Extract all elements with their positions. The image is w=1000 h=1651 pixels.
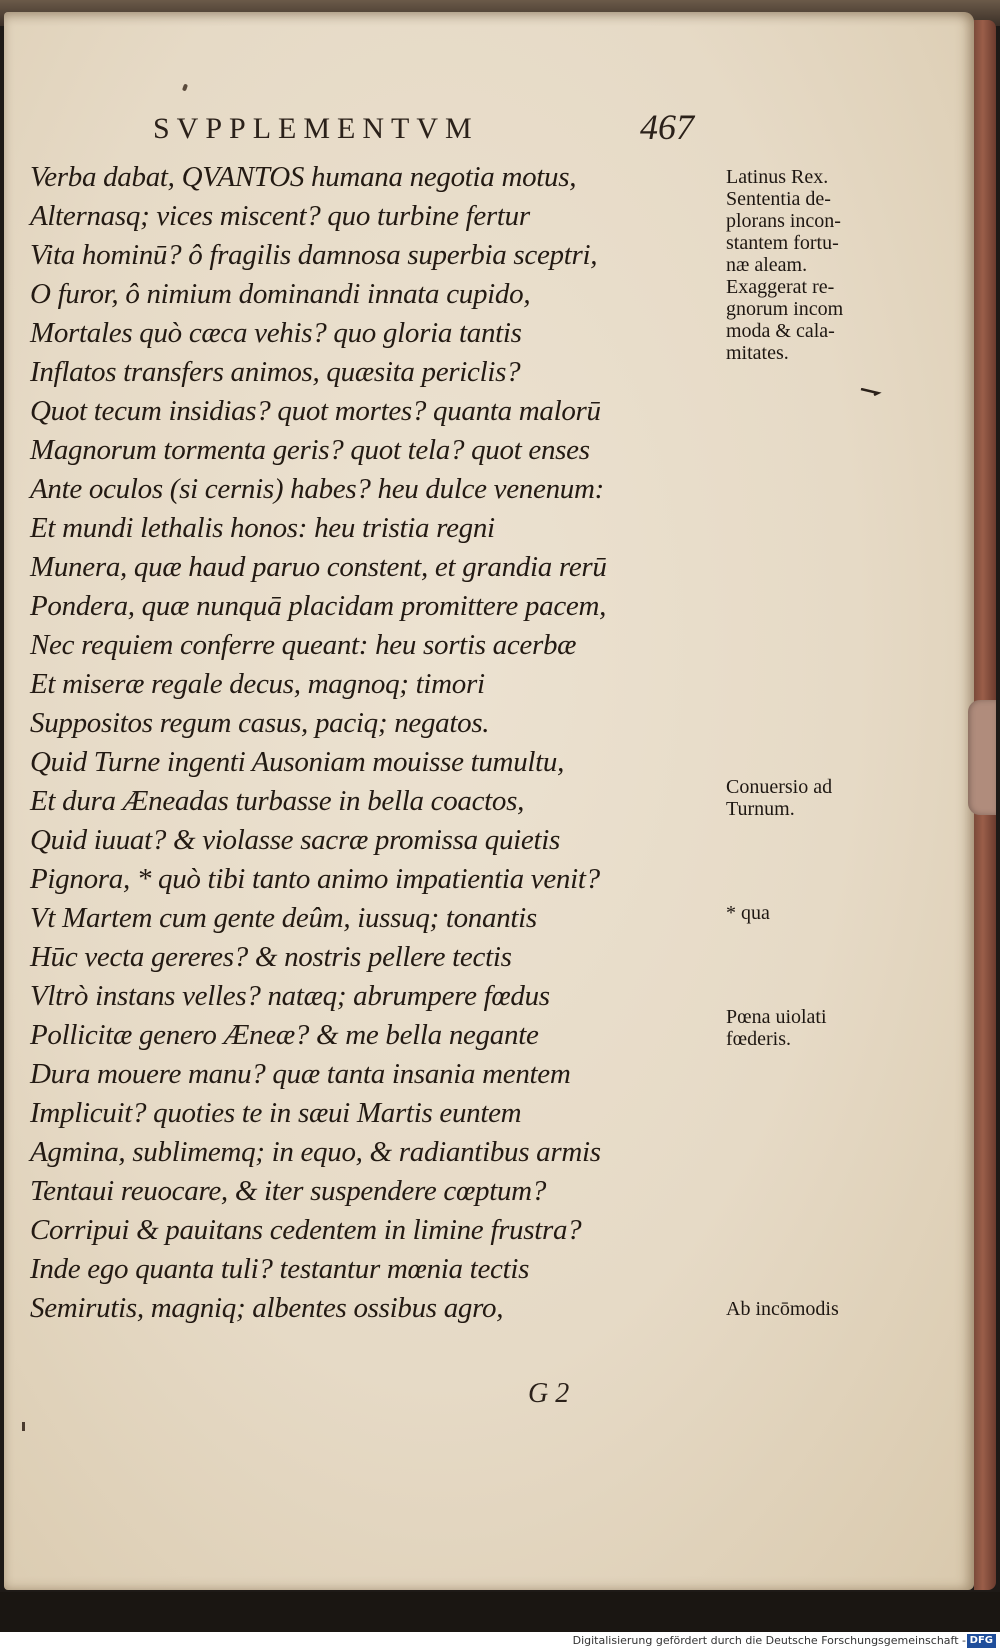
verse-line: Agmina, sublimemq; in equo, & radiantibus armis bbox=[30, 1136, 601, 1168]
scan-bottom-band bbox=[0, 1592, 1000, 1632]
ink-mark bbox=[22, 1422, 25, 1431]
verse-line: Tentaui reuocare, & iter suspendere cœptum? bbox=[30, 1175, 547, 1207]
verse-line: Quot tecum insidias? quot mortes? quanta malorū bbox=[30, 395, 601, 427]
page-number: 467 bbox=[640, 107, 694, 147]
dfg-logo[interactable]: DFG bbox=[967, 1634, 996, 1648]
verse-line: Alternasq; vices miscent? quo turbine fertur bbox=[30, 200, 530, 232]
running-head-title: SVPPLEMENTVM bbox=[153, 112, 479, 145]
marginal-note-qua: * qua bbox=[726, 902, 770, 924]
verse-line: Hūc vecta gereres? & nostris pellere tectis bbox=[30, 941, 512, 973]
funding-footer bbox=[0, 1632, 1000, 1651]
thumb-index-tab bbox=[968, 700, 996, 815]
running-head bbox=[0, 107, 1000, 152]
verse-line: Vltrò instans velles? natæq; abrumpere fœdus bbox=[30, 980, 550, 1012]
verse-line: Pignora, * quò tibi tanto animo impatientia venit? bbox=[30, 863, 600, 895]
verse-text bbox=[30, 158, 720, 1328]
verse-line: Pondera, quæ nunquā placidam promittere pacem, bbox=[30, 590, 607, 622]
verse-line: Quid iuuat? & violasse sacræ promissa quietis bbox=[30, 824, 560, 856]
verse-line: Quid Turne ingenti Ausoniam mouisse tumultu, bbox=[30, 746, 565, 778]
verse-line: Dura mouere manu? quæ tanta insania mentem bbox=[30, 1058, 571, 1090]
verse-line: Ante oculos (si cernis) habes? heu dulce venenum: bbox=[30, 473, 604, 505]
signature-mark: G 2 bbox=[528, 1378, 570, 1409]
verse-line: Munera, quæ haud paruo constent, et grandia rerū bbox=[30, 551, 607, 583]
marginal-note-conuersio: Conuersio ad Turnum. bbox=[726, 776, 833, 820]
marginal-note-poena: Pœna uiolati fœderis. bbox=[726, 1006, 827, 1050]
verse-line: Et dura Æneadas turbasse in bella coactos, bbox=[30, 785, 525, 817]
verse-line: Et miseræ regale decus, magnoq; timori bbox=[30, 668, 485, 700]
verse-line: O furor, ô nimium dominandi innata cupido, bbox=[30, 278, 531, 310]
verse-line: Implicuit? quoties te in sæui Martis euntem bbox=[30, 1097, 522, 1129]
verse-line: Vita hominū? ô fragilis damnosa superbia sceptri, bbox=[30, 239, 598, 271]
verse-line: Nec requiem conferre queant: heu sortis acerbæ bbox=[30, 629, 577, 661]
verse-line: Corripui & pauitans cedentem in limine frustra? bbox=[30, 1214, 582, 1246]
verse-line: Vt Martem cum gente deûm, iussuq; tonantis bbox=[30, 902, 537, 934]
verse-line: Mortales quò cæca vehis? quo gloria tantis bbox=[30, 317, 522, 349]
verse-line: Suppositos regum casus, paciq; negatos. bbox=[30, 707, 490, 739]
pointer-mark-icon bbox=[860, 388, 882, 396]
verse-line: Pollicitæ genero Æneæ? & me bella negante bbox=[30, 1019, 539, 1051]
verse-line: Inflatos transfers animos, quæsita periclis? bbox=[30, 356, 521, 388]
marginal-note-incommodis: Ab incōmodis bbox=[726, 1298, 839, 1320]
marginal-note-latinus: Latinus Rex. Sententia de- plorans incon- stantem fortu- næ aleam. Exaggerat re- gnorum incom moda & cala- mitates. bbox=[726, 166, 844, 364]
verse-line: Magnorum tormenta geris? quot tela? quot enses bbox=[30, 434, 590, 466]
verse-line: Et mundi lethalis honos: heu tristia regni bbox=[30, 512, 495, 544]
verse-line: Semirutis, magniq; albentes ossibus agro, bbox=[30, 1292, 504, 1324]
funding-credit: Digitalisierung gefördert durch die Deutsche Forschungsgemeinschaft - bbox=[572, 1634, 966, 1647]
verse-line: Verba dabat, QVANTOS humana negotia motus, bbox=[30, 161, 577, 193]
verse-line: Inde ego quanta tuli? testantur mœnia tectis bbox=[30, 1253, 530, 1285]
